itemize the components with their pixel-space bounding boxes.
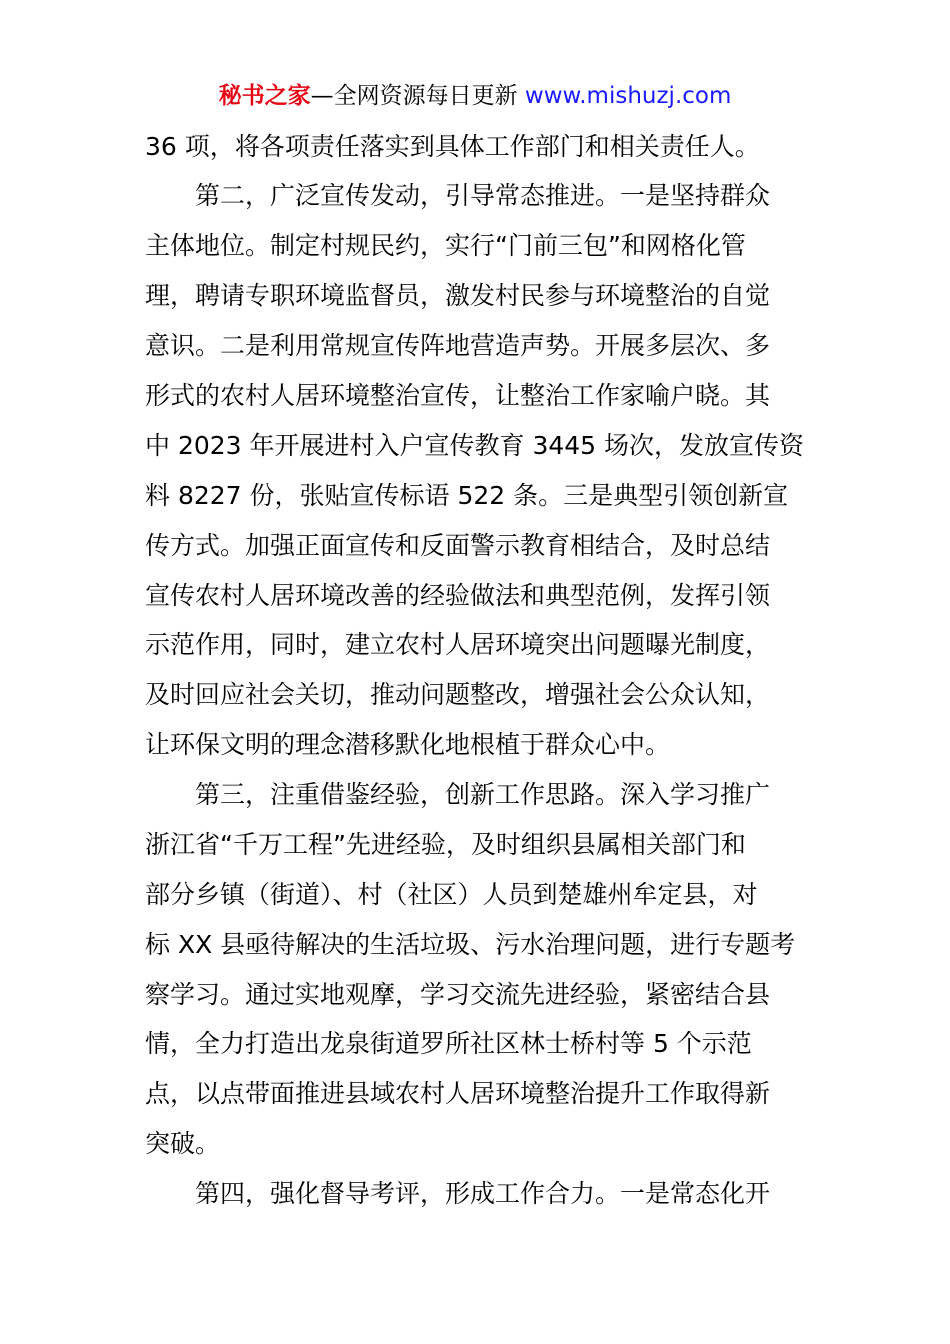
paragraph-start-line: 第三，注重借鉴经验，创新工作思路。深入学习推广 [195, 780, 771, 809]
site-tagline: —全网资源每日更新 [310, 83, 525, 109]
text-line: 察学习。通过实地观摩，学习交流先进经验，紧密结合县 [145, 980, 771, 1009]
text-line: 让环保文明的理念潜移默化地根植于群众心中。 [145, 730, 671, 759]
text-line: 意识。二是利用常规宣传阵地营造声势。开展多层次、多 [145, 331, 771, 360]
text-line: 情，全力打造出龙泉街道罗所社区林士桥村等 5 个示范 [145, 1029, 752, 1058]
site-brand: 秘书之家 [218, 83, 311, 109]
paragraph-start-line: 第二，广泛宣传发动，引导常态推进。一是坚持群众 [195, 181, 771, 210]
text-line: 宣传农村人居环境改善的经验做法和典型范例，发挥引领 [145, 581, 771, 610]
text-line: 点，以点带面推进县域农村人居环境整治提升工作取得新 [145, 1079, 771, 1108]
text-line: 部分乡镇（街道）、村（社区）人员到楚雄州牟定县，对 [145, 880, 758, 909]
text-line: 传方式。加强正面宣传和反面警示教育相结合，及时总结 [145, 531, 771, 560]
text-line: 36 项，将各项责任落实到具体工作部门和相关责任人。 [145, 132, 760, 161]
paragraph-start-line: 第四，强化督导考评，形成工作合力。一是常态化开 [195, 1179, 771, 1208]
text-line: 形式的农村人居环境整治宣传，让整治工作家喻户晓。其 [145, 381, 771, 410]
text-line: 料 8227 份，张贴宣传标语 522 条。三是典型引领创新宣 [145, 481, 789, 510]
text-line: 主体地位。制定村规民约，实行“门前三包”和网格化管 [145, 231, 746, 260]
text-line: 理，聘请专职环境监督员，激发村民参与环境整治的自觉 [145, 281, 771, 310]
text-line: 及时回应社会关切，推动问题整改，增强社会公众认知， [145, 680, 771, 709]
site-url[interactable]: www.mishuzj.com [524, 83, 732, 109]
text-line: 浙江省“千万工程”先进经验，及时组织县属相关部门和 [145, 830, 746, 859]
text-line: 中 2023 年开展进村入户宣传教育 3445 场次，发放宣传资 [145, 431, 805, 460]
text-line: 示范作用，同时，建立农村人居环境突出问题曝光制度， [145, 630, 771, 659]
site-header [0, 80, 950, 112]
text-line: 标 XX 县亟待解决的生活垃圾、污水治理问题，进行专题考 [145, 930, 796, 959]
text-line: 突破。 [145, 1129, 221, 1158]
